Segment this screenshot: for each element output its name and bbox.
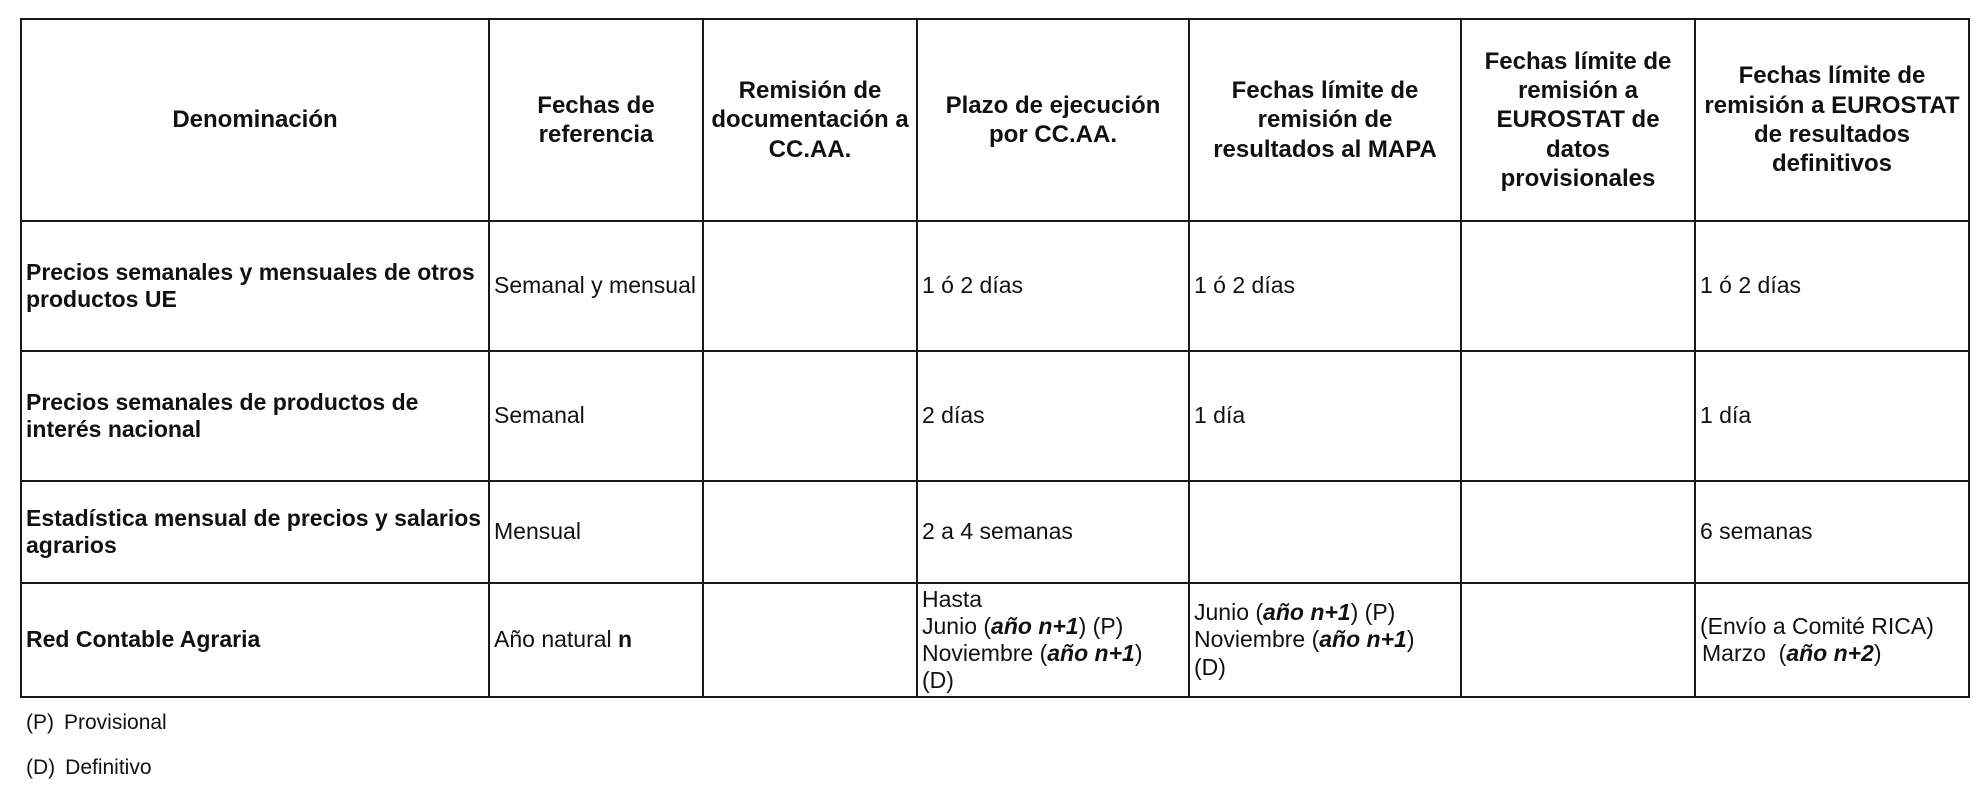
row-documentation	[703, 481, 917, 583]
row-eurostat-definitive	[1695, 583, 1969, 697]
mapa-line: Junio (año n+1) (P)	[1194, 599, 1396, 626]
legend-code: (P)	[26, 711, 54, 734]
row-eurostat-provisional	[1461, 583, 1695, 697]
execution-line: Junio (año n+1) (P)	[922, 612, 1124, 639]
execution-line: Hasta	[922, 585, 983, 612]
header-denominacion: Denominación	[21, 19, 489, 221]
header-eurostat-provisional: Fechas límite de remisión a EUROSTAT de datos provisionales	[1461, 19, 1695, 221]
mapa-line: (D)	[1194, 653, 1226, 680]
table-header-row	[21, 19, 1969, 221]
header-remision-documentacion: Remisión de documentación a CC.AA.	[703, 19, 917, 221]
mapa-line: Noviembre (año n+1)	[1194, 626, 1415, 653]
row-name: Estadística mensual de precios y salarios agrarios	[21, 481, 489, 583]
table-row	[21, 221, 1969, 351]
row-eurostat-definitive: 1 ó 2 días	[1695, 221, 1969, 351]
row-mapa	[1189, 583, 1461, 697]
row-reference: Mensual	[489, 481, 703, 583]
reference-text: Año natural	[494, 626, 619, 653]
header-plazo-ejecucion: Plazo de ejecución por CC.AA.	[917, 19, 1189, 221]
row-eurostat-provisional	[1461, 221, 1695, 351]
row-mapa: 1 ó 2 días	[1189, 221, 1461, 351]
row-name: Red Contable Agraria	[21, 583, 489, 697]
eurostat-line: Marzo (año n+2)	[1702, 640, 1882, 666]
legend-provisional	[26, 711, 167, 735]
header-eurostat-definitivo: Fechas límite de remisión a EUROSTAT de resultados definitivos	[1695, 19, 1969, 221]
legend-definitive	[26, 756, 152, 780]
execution-line: Noviembre (año n+1)	[922, 640, 1143, 666]
table-row	[21, 481, 1969, 583]
row-documentation	[703, 221, 917, 351]
row-eurostat-provisional	[1461, 481, 1695, 583]
legend-text: Definitivo	[65, 756, 152, 779]
row-execution: 1 ó 2 días	[917, 221, 1189, 351]
row-mapa: 1 día	[1189, 351, 1461, 481]
row-mapa	[1189, 481, 1461, 583]
row-name: Precios semanales de productos de interés nacional	[21, 351, 489, 481]
row-eurostat-definitive: 6 semanas	[1695, 481, 1969, 583]
execution-line: (D)	[922, 667, 954, 694]
row-eurostat-provisional	[1461, 351, 1695, 481]
statistics-schedule-table	[20, 18, 1970, 698]
row-eurostat-definitive: 1 día	[1695, 351, 1969, 481]
row-reference	[489, 583, 703, 697]
row-documentation	[703, 351, 917, 481]
header-remision-mapa: Fechas límite de remisión de resultados al MAPA	[1189, 19, 1461, 221]
row-execution: 2 a 4 semanas	[917, 481, 1189, 583]
row-execution: 2 días	[917, 351, 1189, 481]
eurostat-line: (Envío a Comité RICA)	[1700, 612, 1934, 639]
legend-text: Provisional	[64, 711, 167, 734]
row-execution	[917, 583, 1189, 697]
table-row	[21, 583, 1969, 697]
row-reference: Semanal	[489, 351, 703, 481]
legend-code: (D)	[26, 756, 56, 779]
row-name: Precios semanales y mensuales de otros productos UE	[21, 221, 489, 351]
reference-variable: n	[618, 626, 633, 653]
header-fechas-referencia: Fechas de referencia	[489, 19, 703, 221]
row-documentation	[703, 583, 917, 697]
row-reference: Semanal y mensual	[489, 221, 703, 351]
table-row	[21, 351, 1969, 481]
